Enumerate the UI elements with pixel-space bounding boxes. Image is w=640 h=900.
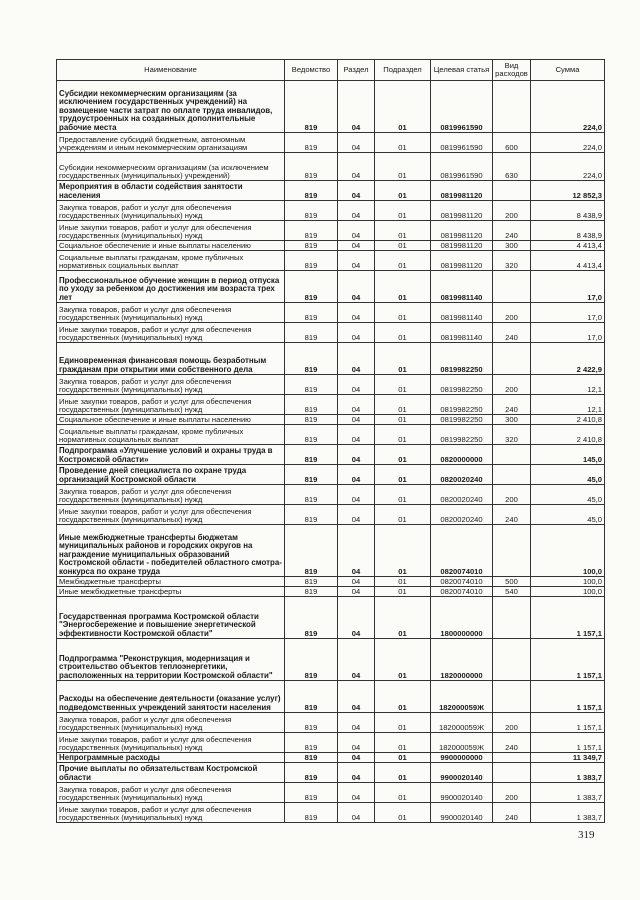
header-section: Раздел: [338, 60, 375, 81]
table-row: [57, 465, 605, 485]
row-amount-cell: 1 157,1: [531, 681, 605, 713]
row-subsection-cell: 01: [375, 395, 431, 415]
row-section-cell: 04: [338, 241, 375, 251]
row-subsection-cell: 01: [375, 415, 431, 425]
table-row: [57, 153, 605, 181]
table-row: [57, 303, 605, 323]
row-section-cell: 04: [338, 323, 375, 343]
row-department-cell: 819: [285, 587, 338, 597]
row-target-article-cell: 0820074010: [431, 577, 493, 587]
row-target-article-cell: 0820020240: [431, 465, 493, 485]
row-name-cell: Иные закупки товаров, работ и услуг для обеспечения государственных (муниципальных) нужд: [57, 323, 285, 343]
row-subsection-cell: 01: [375, 375, 431, 395]
row-amount-cell: 1 383,7: [531, 763, 605, 783]
table-row: [57, 323, 605, 343]
row-subsection-cell: 01: [375, 733, 431, 753]
table-row: [57, 597, 605, 639]
row-section-cell: 04: [338, 587, 375, 597]
table-row: [57, 525, 605, 577]
row-subsection-cell: 01: [375, 763, 431, 783]
row-section-cell: 04: [338, 425, 375, 445]
table-header-row: [57, 60, 605, 81]
row-subsection-cell: 01: [375, 241, 431, 251]
table-row: [57, 753, 605, 763]
row-department-cell: 819: [285, 153, 338, 181]
row-subsection-cell: 01: [375, 323, 431, 343]
row-name-cell: Иные закупки товаров, работ и услуг для обеспечения государственных (муниципальных) нужд: [57, 395, 285, 415]
row-target-article-cell: 0819982250: [431, 395, 493, 415]
row-amount-cell: 12 852,3: [531, 181, 605, 201]
row-department-cell: 819: [285, 81, 338, 133]
table-row: [57, 803, 605, 823]
row-department-cell: 819: [285, 733, 338, 753]
row-expense-type-cell: 240: [493, 803, 531, 823]
row-amount-cell: 45,0: [531, 485, 605, 505]
table-row: [57, 577, 605, 587]
row-subsection-cell: 01: [375, 681, 431, 713]
row-section-cell: 04: [338, 201, 375, 221]
row-target-article-cell: 0820074010: [431, 587, 493, 597]
row-department-cell: 819: [285, 465, 338, 485]
row-target-article-cell: 182000059Ж: [431, 713, 493, 733]
row-amount-cell: 45,0: [531, 465, 605, 485]
row-subsection-cell: 01: [375, 181, 431, 201]
header-target-article: Целевая статья: [431, 60, 493, 81]
row-amount-cell: 1 157,1: [531, 597, 605, 639]
row-expense-type-cell: 500: [493, 577, 531, 587]
row-target-article-cell: 0820000000: [431, 445, 493, 465]
row-subsection-cell: 01: [375, 597, 431, 639]
row-expense-type-cell: 240: [493, 505, 531, 525]
row-section-cell: 04: [338, 753, 375, 763]
row-name-cell: Профессиональное обучение женщин в период отпуска по уходу за ребенком до достижения им возраста трех лет: [57, 271, 285, 303]
row-target-article-cell: 0819981140: [431, 271, 493, 303]
row-target-article-cell: 9900020140: [431, 803, 493, 823]
row-department-cell: 819: [285, 577, 338, 587]
row-section-cell: 04: [338, 525, 375, 577]
row-department-cell: 819: [285, 425, 338, 445]
table-row: [57, 81, 605, 133]
row-amount-cell: 100,0: [531, 525, 605, 577]
table-row: [57, 241, 605, 251]
row-expense-type-cell: 200: [493, 201, 531, 221]
row-department-cell: 819: [285, 375, 338, 395]
table-row: [57, 181, 605, 201]
row-target-article-cell: 9900020140: [431, 763, 493, 783]
page-number: 319: [578, 829, 595, 841]
row-target-article-cell: 9900020140: [431, 783, 493, 803]
budget-table: [56, 59, 605, 823]
row-amount-cell: 1 157,1: [531, 733, 605, 753]
row-section-cell: 04: [338, 763, 375, 783]
row-subsection-cell: 01: [375, 713, 431, 733]
row-amount-cell: 2 422,9: [531, 343, 605, 375]
row-expense-type-cell: 300: [493, 415, 531, 425]
row-name-cell: Иные закупки товаров, работ и услуг для обеспечения государственных (муниципальных) нужд: [57, 505, 285, 525]
table-row: [57, 375, 605, 395]
row-expense-type-cell: [493, 681, 531, 713]
row-section-cell: 04: [338, 251, 375, 271]
table-row: [57, 343, 605, 375]
header-subsection: Подраздел: [375, 60, 431, 81]
row-name-cell: Мероприятия в области содействия занятости населения: [57, 181, 285, 201]
row-subsection-cell: 01: [375, 465, 431, 485]
row-target-article-cell: 0819981140: [431, 323, 493, 343]
row-expense-type-cell: [493, 445, 531, 465]
row-subsection-cell: 01: [375, 587, 431, 597]
row-section-cell: 04: [338, 485, 375, 505]
table-row: [57, 415, 605, 425]
row-expense-type-cell: [493, 597, 531, 639]
row-name-cell: Иные межбюджетные трансферты бюджетам муниципальных районов и городских округов на награждение муниципальных образований Костромской области - победителей областного смотра-конкурса по охране труда: [57, 525, 285, 577]
row-department-cell: 819: [285, 753, 338, 763]
row-subsection-cell: 01: [375, 577, 431, 587]
row-section-cell: 04: [338, 733, 375, 753]
row-section-cell: 04: [338, 81, 375, 133]
table-row: [57, 733, 605, 753]
row-section-cell: 04: [338, 713, 375, 733]
table-row: [57, 763, 605, 783]
row-target-article-cell: 0819981120: [431, 181, 493, 201]
table-row: [57, 221, 605, 241]
row-section-cell: 04: [338, 803, 375, 823]
table-row: [57, 639, 605, 681]
row-name-cell: Проведение дней специалиста по охране труда организаций Костромской области: [57, 465, 285, 485]
row-name-cell: Закупка товаров, работ и услуг для обеспечения государственных (муниципальных) нужд: [57, 375, 285, 395]
row-target-article-cell: 182000059Ж: [431, 733, 493, 753]
row-section-cell: 04: [338, 505, 375, 525]
row-section-cell: 04: [338, 783, 375, 803]
row-amount-cell: 12,1: [531, 375, 605, 395]
row-subsection-cell: 01: [375, 251, 431, 271]
row-subsection-cell: 01: [375, 485, 431, 505]
row-name-cell: Подпрограмма «Улучшение условий и охраны труда в Костромской области»: [57, 445, 285, 465]
row-target-article-cell: 182000059Ж: [431, 681, 493, 713]
row-expense-type-cell: 320: [493, 251, 531, 271]
row-expense-type-cell: 240: [493, 323, 531, 343]
row-section-cell: 04: [338, 577, 375, 587]
row-subsection-cell: 01: [375, 153, 431, 181]
table-row: [57, 201, 605, 221]
row-section-cell: 04: [338, 343, 375, 375]
table-row: [57, 505, 605, 525]
row-section-cell: 04: [338, 415, 375, 425]
row-name-cell: Единовременная финансовая помощь безработным гражданам при открытии ими собственного дела: [57, 343, 285, 375]
row-department-cell: 819: [285, 271, 338, 303]
row-amount-cell: 17,0: [531, 303, 605, 323]
row-section-cell: 04: [338, 271, 375, 303]
row-target-article-cell: 0819961590: [431, 153, 493, 181]
row-name-cell: Иные межбюджетные трансферты: [57, 587, 285, 597]
row-expense-type-cell: 200: [493, 783, 531, 803]
row-department-cell: 819: [285, 251, 338, 271]
row-subsection-cell: 01: [375, 201, 431, 221]
row-department-cell: 819: [285, 201, 338, 221]
row-amount-cell: 1 383,7: [531, 803, 605, 823]
row-name-cell: Иные закупки товаров, работ и услуг для обеспечения государственных (муниципальных) нужд: [57, 221, 285, 241]
row-section-cell: 04: [338, 303, 375, 323]
row-target-article-cell: 0819982250: [431, 375, 493, 395]
row-target-article-cell: 0819981120: [431, 241, 493, 251]
row-expense-type-cell: 300: [493, 241, 531, 251]
row-expense-type-cell: 630: [493, 153, 531, 181]
row-name-cell: Закупка товаров, работ и услуг для обеспечения государственных (муниципальных) нужд: [57, 713, 285, 733]
row-expense-type-cell: 240: [493, 221, 531, 241]
row-expense-type-cell: 200: [493, 303, 531, 323]
row-section-cell: 04: [338, 181, 375, 201]
table-row: [57, 681, 605, 713]
row-amount-cell: 45,0: [531, 505, 605, 525]
row-name-cell: Социальное обеспечение и иные выплаты населению: [57, 241, 285, 251]
row-department-cell: 819: [285, 505, 338, 525]
row-expense-type-cell: [493, 763, 531, 783]
row-target-article-cell: 0819982250: [431, 415, 493, 425]
row-expense-type-cell: [493, 465, 531, 485]
row-expense-type-cell: 320: [493, 425, 531, 445]
row-department-cell: 819: [285, 639, 338, 681]
row-expense-type-cell: 200: [493, 375, 531, 395]
row-target-article-cell: 0819981120: [431, 221, 493, 241]
row-department-cell: 819: [285, 181, 338, 201]
row-amount-cell: 224,0: [531, 133, 605, 153]
row-amount-cell: 100,0: [531, 587, 605, 597]
table-row: [57, 485, 605, 505]
table-row: [57, 425, 605, 445]
table-row: [57, 251, 605, 271]
row-department-cell: 819: [285, 445, 338, 465]
row-target-article-cell: 0819982250: [431, 425, 493, 445]
row-amount-cell: 8 438,9: [531, 221, 605, 241]
row-target-article-cell: 1800000000: [431, 597, 493, 639]
row-amount-cell: 17,0: [531, 271, 605, 303]
row-name-cell: Подпрограмма "Реконструкция, модернизация и строительство объектов теплоэнергетики, расположенных на территории Костромской области": [57, 639, 285, 681]
row-amount-cell: 17,0: [531, 323, 605, 343]
row-amount-cell: 1 157,1: [531, 713, 605, 733]
row-target-article-cell: 0820074010: [431, 525, 493, 577]
row-name-cell: Закупка товаров, работ и услуг для обеспечения государственных (муниципальных) нужд: [57, 783, 285, 803]
row-amount-cell: 4 413,4: [531, 241, 605, 251]
row-department-cell: 819: [285, 343, 338, 375]
row-section-cell: 04: [338, 395, 375, 415]
row-name-cell: Социальное обеспечение и иные выплаты населению: [57, 415, 285, 425]
row-subsection-cell: 01: [375, 81, 431, 133]
budget-table-container: [56, 59, 604, 823]
row-name-cell: Закупка товаров, работ и услуг для обеспечения государственных (муниципальных) нужд: [57, 303, 285, 323]
row-name-cell: Закупка товаров, работ и услуг для обеспечения государственных (муниципальных) нужд: [57, 201, 285, 221]
table-row: [57, 271, 605, 303]
row-name-cell: Прочие выплаты по обязательствам Костромской области: [57, 763, 285, 783]
row-subsection-cell: 01: [375, 425, 431, 445]
row-amount-cell: 145,0: [531, 445, 605, 465]
row-amount-cell: 1 383,7: [531, 783, 605, 803]
row-subsection-cell: 01: [375, 445, 431, 465]
row-name-cell: Расходы на обеспечение деятельности (оказание услуг) подведомственных учреждений занятости населения: [57, 681, 285, 713]
row-subsection-cell: 01: [375, 133, 431, 153]
row-department-cell: 819: [285, 323, 338, 343]
header-name: Наименование: [57, 60, 285, 81]
row-amount-cell: 224,0: [531, 81, 605, 133]
row-expense-type-cell: 540: [493, 587, 531, 597]
row-amount-cell: 1 157,1: [531, 639, 605, 681]
row-section-cell: 04: [338, 445, 375, 465]
row-target-article-cell: 0819981120: [431, 251, 493, 271]
row-target-article-cell: 0820020240: [431, 505, 493, 525]
row-name-cell: Закупка товаров, работ и услуг для обеспечения государственных (муниципальных) нужд: [57, 485, 285, 505]
table-row: [57, 395, 605, 415]
table-row: [57, 587, 605, 597]
row-expense-type-cell: 200: [493, 485, 531, 505]
header-expense-type: Вид расходов: [493, 60, 531, 81]
row-department-cell: 819: [285, 485, 338, 505]
row-subsection-cell: 01: [375, 505, 431, 525]
row-name-cell: Государственная программа Костромской области "Энергосбережение и повышение энергетической эффективности Костромской области": [57, 597, 285, 639]
row-target-article-cell: 0819961590: [431, 81, 493, 133]
row-amount-cell: 4 413,4: [531, 251, 605, 271]
row-amount-cell: 12,1: [531, 395, 605, 415]
row-name-cell: Субсидии некоммерческим организациям (за исключением государственных (муниципальных) учреждений): [57, 153, 285, 181]
row-target-article-cell: 0819981120: [431, 201, 493, 221]
row-department-cell: 819: [285, 221, 338, 241]
row-section-cell: 04: [338, 221, 375, 241]
row-name-cell: Иные закупки товаров, работ и услуг для обеспечения государственных (муниципальных) нужд: [57, 803, 285, 823]
row-name-cell: Субсидии некоммерческим организациям (за исключением государственных учреждений) на возмещение части затрат по оплате труда инвалидов, трудоустроенных на созданных дополнительные рабочие места: [57, 81, 285, 133]
row-department-cell: 819: [285, 525, 338, 577]
row-expense-type-cell: 240: [493, 395, 531, 415]
row-section-cell: 04: [338, 375, 375, 395]
row-section-cell: 04: [338, 153, 375, 181]
row-target-article-cell: 0819982250: [431, 343, 493, 375]
row-section-cell: 04: [338, 639, 375, 681]
row-section-cell: 04: [338, 681, 375, 713]
row-name-cell: Непрограммные расходы: [57, 753, 285, 763]
row-department-cell: 819: [285, 681, 338, 713]
row-target-article-cell: 0819961590: [431, 133, 493, 153]
row-department-cell: 819: [285, 597, 338, 639]
row-department-cell: 819: [285, 303, 338, 323]
row-department-cell: 819: [285, 415, 338, 425]
row-subsection-cell: 01: [375, 525, 431, 577]
row-expense-type-cell: [493, 753, 531, 763]
row-amount-cell: 224,0: [531, 153, 605, 181]
row-name-cell: Социальные выплаты гражданам, кроме публичных нормативных социальных выплат: [57, 251, 285, 271]
row-department-cell: 819: [285, 713, 338, 733]
row-subsection-cell: 01: [375, 221, 431, 241]
row-subsection-cell: 01: [375, 753, 431, 763]
row-expense-type-cell: 200: [493, 713, 531, 733]
row-target-article-cell: 1820000000: [431, 639, 493, 681]
row-subsection-cell: 01: [375, 783, 431, 803]
row-department-cell: 819: [285, 241, 338, 251]
row-amount-cell: 2 410,8: [531, 415, 605, 425]
table-row: [57, 133, 605, 153]
row-department-cell: 819: [285, 133, 338, 153]
row-department-cell: 819: [285, 783, 338, 803]
table-row: [57, 445, 605, 465]
row-name-cell: Социальные выплаты гражданам, кроме публичных нормативных социальных выплат: [57, 425, 285, 445]
row-subsection-cell: 01: [375, 343, 431, 375]
table-row: [57, 783, 605, 803]
row-name-cell: Предоставление субсидий бюджетным, автономным учреждениям и иным некоммерческим организациям: [57, 133, 285, 153]
row-expense-type-cell: [493, 271, 531, 303]
row-subsection-cell: 01: [375, 271, 431, 303]
row-expense-type-cell: [493, 181, 531, 201]
row-subsection-cell: 01: [375, 303, 431, 323]
row-amount-cell: 2 410,8: [531, 425, 605, 445]
row-expense-type-cell: 600: [493, 133, 531, 153]
row-target-article-cell: 9900000000: [431, 753, 493, 763]
row-expense-type-cell: 240: [493, 733, 531, 753]
row-name-cell: Иные закупки товаров, работ и услуг для обеспечения государственных (муниципальных) нужд: [57, 733, 285, 753]
row-amount-cell: 100,0: [531, 577, 605, 587]
row-target-article-cell: 0820020240: [431, 485, 493, 505]
row-expense-type-cell: [493, 525, 531, 577]
header-amount: Сумма: [531, 60, 605, 81]
row-department-cell: 819: [285, 395, 338, 415]
row-target-article-cell: 0819981140: [431, 303, 493, 323]
row-expense-type-cell: [493, 639, 531, 681]
row-expense-type-cell: [493, 343, 531, 375]
row-subsection-cell: 01: [375, 803, 431, 823]
row-section-cell: 04: [338, 465, 375, 485]
row-section-cell: 04: [338, 597, 375, 639]
row-department-cell: 819: [285, 803, 338, 823]
row-amount-cell: 11 349,7: [531, 753, 605, 763]
row-subsection-cell: 01: [375, 639, 431, 681]
row-name-cell: Межбюджетные трансферты: [57, 577, 285, 587]
header-department: Ведомство: [285, 60, 338, 81]
table-row: [57, 713, 605, 733]
row-department-cell: 819: [285, 763, 338, 783]
row-section-cell: 04: [338, 133, 375, 153]
row-expense-type-cell: [493, 81, 531, 133]
row-amount-cell: 8 438,9: [531, 201, 605, 221]
